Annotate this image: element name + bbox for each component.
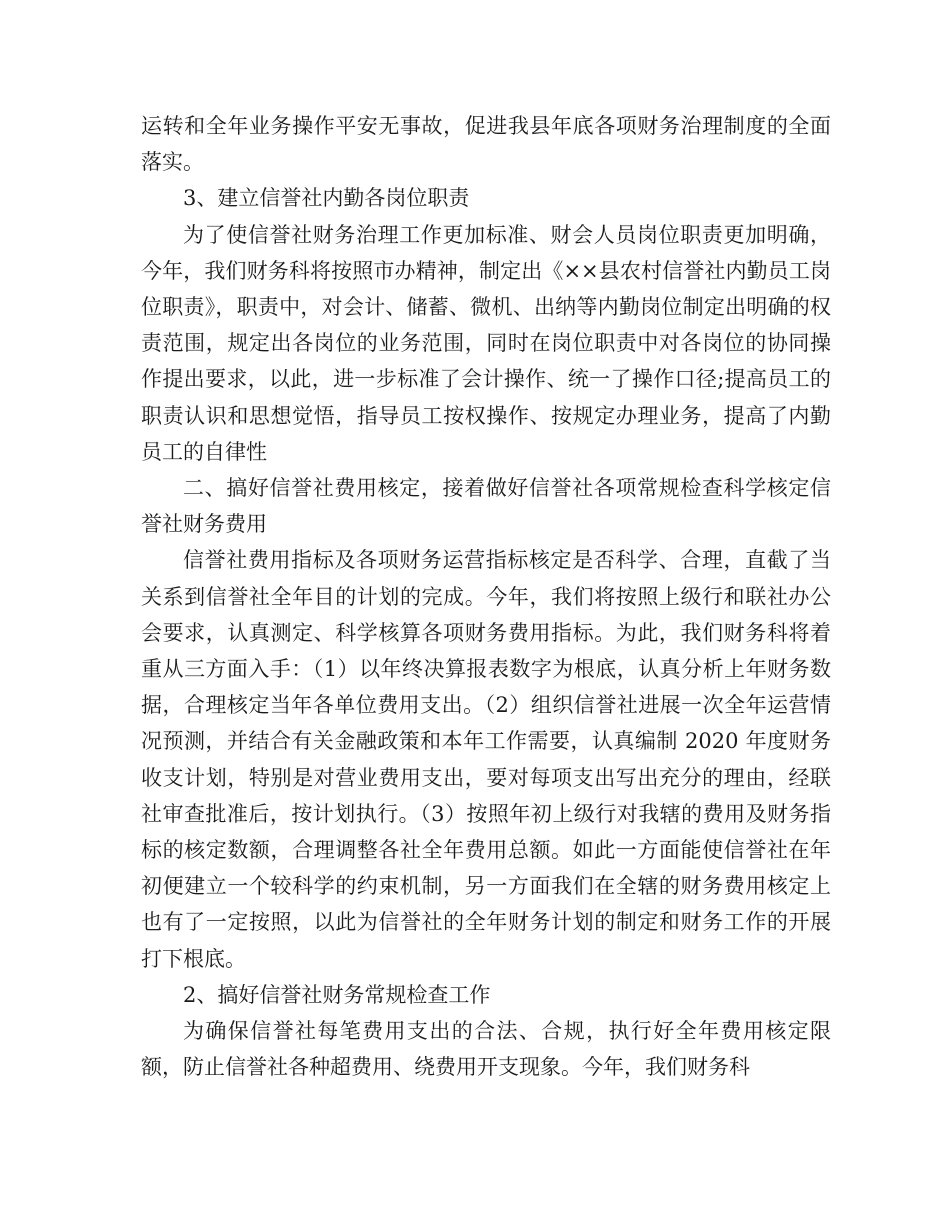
section-heading-3: 3、建立信誉社内勤各岗位职责: [183, 186, 470, 211]
document-body: [141, 108, 831, 1085]
paragraph-inspection-intro: 为确保信誉社每笔费用支出的合法、合规，执行好全年费用核定限额，防止信誉社各种超费用、绕费用开支现象。今年，我们财务科: [141, 1019, 831, 1080]
paragraph-expense-verification: 信誉社费用指标及各项财务运营指标核定是否科学、合理，直截了当关系到信誉社全年目的计划的完成。今年，我们将按照上级行和联社办公会要求，认真测定、科学核算各项财务费用指标。为此，我们财务科将着重从三方面入手：（1）以年终决算报表数字为根底，认真分析上年财务数据，合理核定当年各单位费用支出。（2）组织信誉社进展一次全年运营情况预测，并结合有关金融政策和本年工作需要，认真编制 2020 年度财务收支计划，特别是对营业费用支出，要对每项支出写出充分的理由，经联社审查批准后，按计划执行。（3）按照年初上级行对我辖的费用及财务指标的核定数额，合理调整各社全年费用总额。如此一方面能使信誉社在年初便建立一个较科学的约束机制，另一方面我们在全辖的财务费用核定上也有了一定按照，以此为信誉社的全年财务计划的制定和财务工作的开展打下根底。: [141, 548, 831, 971]
paragraph-job-duties: 为了使信誉社财务治理工作更加标准、财会人员岗位职责更加明确，今年，我们财务科将按照市办精神，制定出《××县农村信誉社内勤员工岗位职责》，职责中，对会计、储蓄、微机、出纳等内勤岗位制定出明确的权责范围，规定出各岗位的业务范围，同时在岗位职责中对各岗位的协同操作提出要求，以此，进一步标准了会计操作、统一了操作口径;提高员工的职责认识和思想觉悟，指导员工按权操作、按规定办理业务，提高了内勤员工的自律性: [141, 222, 831, 464]
paragraph-continuation: 运转和全年业务操作平安无事故，促进我县年底各项财务治理制度的全面落实。: [141, 114, 831, 175]
section-heading-2: 二、搞好信誉社费用核定，接着做好信誉社各项常规检查科学核定信誉社财务费用: [141, 476, 831, 537]
section-heading-routine-inspection: 2、搞好信誉社财务常规检查工作: [183, 982, 491, 1007]
